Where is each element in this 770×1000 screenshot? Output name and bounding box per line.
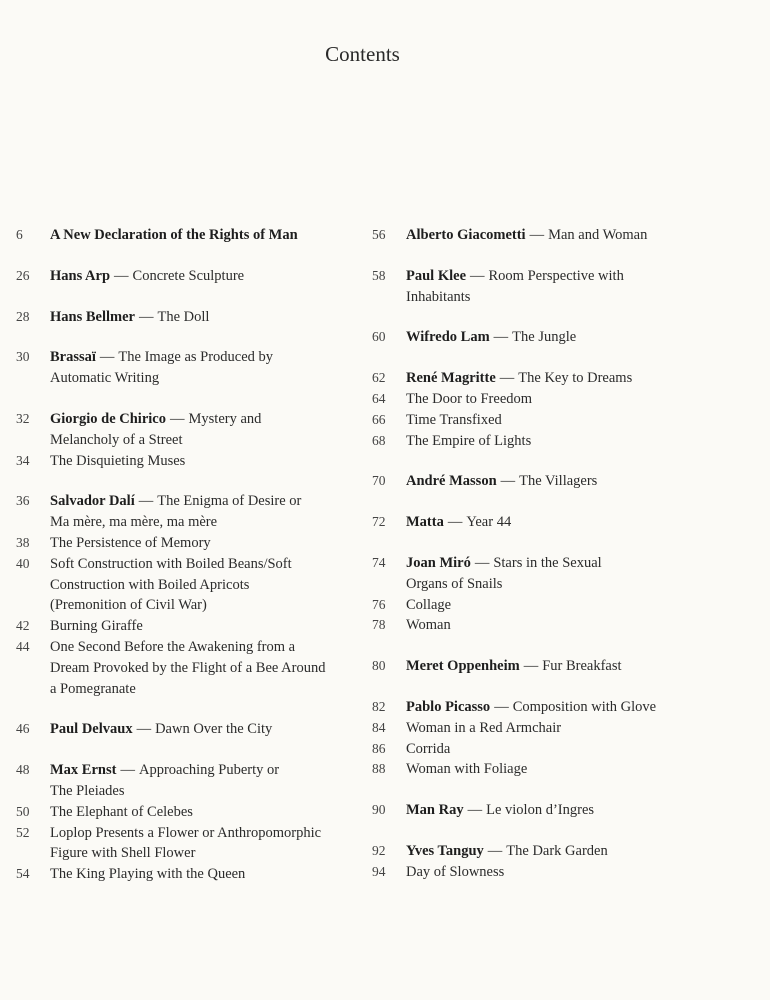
contents-column-right: [372, 225, 762, 903]
toc-entry: [372, 368, 762, 451]
toc-line: [16, 307, 361, 328]
work-title: Construction with Boiled Apricots: [50, 576, 250, 593]
toc-entry: [372, 841, 762, 883]
toc-text: [50, 864, 361, 885]
work-title: The Villagers: [519, 473, 598, 490]
toc-line: [372, 697, 762, 718]
artist-name: Pablo Picasso: [406, 698, 491, 715]
toc-line: [16, 512, 361, 533]
toc-entry: [372, 697, 762, 780]
toc-text: [50, 802, 361, 823]
work-title: One Second Before the Awakening from a: [50, 638, 296, 655]
toc-line: [16, 409, 361, 430]
contents-column-left: [16, 225, 361, 905]
work-title: Stars in the Sexual: [493, 554, 602, 571]
toc-line: [16, 347, 361, 368]
artist-name: Brassaï: [50, 349, 96, 366]
separator-dash: —: [470, 267, 485, 284]
work-title: Ma mère, ma mère, ma mère: [50, 514, 218, 531]
artist-name: Hans Bellmer: [50, 308, 135, 325]
separator-dash: —: [500, 473, 516, 490]
toc-line: [372, 656, 762, 677]
toc-text: [406, 225, 762, 246]
work-title: The Jungle: [512, 329, 577, 346]
work-title: Figure with Shell Flower: [50, 845, 196, 862]
artist-name: André Masson: [406, 473, 497, 490]
toc-entry: [372, 553, 762, 636]
page-number: 84: [372, 719, 386, 735]
separator-dash: —: [136, 721, 152, 738]
toc-line: [372, 739, 762, 760]
work-title: Automatic Writing: [50, 370, 160, 387]
page-number: 44: [16, 638, 30, 654]
toc-entry: [16, 409, 361, 471]
toc-text: [406, 266, 762, 287]
toc-text: [50, 843, 361, 864]
toc-line: [372, 368, 762, 389]
separator-dash: —: [99, 349, 115, 366]
work-title: Collage: [406, 596, 452, 613]
page-number: 94: [372, 863, 386, 879]
page-number: 28: [16, 308, 30, 324]
separator-dash: —: [493, 329, 509, 346]
work-title: The Elephant of Celebes: [50, 803, 193, 820]
toc-text: [406, 595, 762, 616]
work-title: The Pleiades: [50, 782, 125, 799]
artist-name: Meret Oppenheim: [406, 658, 520, 675]
toc-line: [372, 800, 762, 821]
work-title: Year 44: [466, 514, 512, 531]
toc-text: [50, 760, 361, 781]
toc-text: [406, 327, 762, 348]
toc-line: [16, 864, 361, 885]
page-number: 86: [372, 740, 386, 756]
toc-line: [16, 491, 361, 512]
toc-text: [406, 739, 762, 760]
toc-entry: [372, 512, 762, 533]
page-number: 80: [372, 658, 386, 674]
toc-text: [406, 615, 762, 636]
toc-line: [16, 575, 361, 596]
work-title: The Door to Freedom: [406, 390, 533, 407]
toc-line: [372, 615, 762, 636]
toc-text: [406, 471, 762, 492]
work-title: The King Playing with the Queen: [50, 866, 246, 883]
work-title: The Enigma of Desire or: [157, 493, 302, 510]
work-title: The Image as Produced by: [118, 349, 274, 366]
toc-text: [406, 574, 762, 595]
toc-entry: [372, 800, 762, 821]
artist-name: Salvador Dalí: [50, 493, 135, 510]
toc-text: [50, 575, 361, 596]
page-number: 58: [372, 267, 386, 283]
separator-dash: —: [494, 698, 509, 715]
toc-text: [50, 637, 361, 658]
separator-dash: —: [138, 493, 154, 510]
toc-line: [16, 595, 361, 616]
toc-line: [372, 553, 762, 574]
toc-line: [372, 574, 762, 595]
artist-name: Yves Tanguy: [406, 842, 484, 859]
separator-dash: —: [474, 554, 490, 571]
toc-line: [372, 718, 762, 739]
toc-entry: [16, 760, 361, 885]
toc-line: [372, 287, 762, 308]
page-number: 54: [16, 866, 30, 882]
toc-text: [406, 431, 762, 452]
page-number: 72: [372, 514, 386, 530]
page-number: 36: [16, 493, 30, 509]
toc-text: [50, 266, 361, 287]
page-number: 46: [16, 721, 30, 737]
toc-text: [406, 410, 762, 431]
work-title: Fur Breakfast: [542, 658, 622, 675]
page-title: Contents: [325, 42, 400, 66]
page-number: 32: [16, 410, 30, 426]
work-title: Room Perspective with: [488, 267, 624, 284]
separator-dash: —: [114, 267, 129, 284]
artist-name: Man Ray: [406, 802, 464, 819]
toc-text: [50, 595, 361, 616]
toc-line: [372, 471, 762, 492]
artist-name: Wifredo Lam: [406, 329, 490, 346]
toc-text: [50, 554, 361, 575]
work-title: The Persistence of Memory: [50, 534, 211, 551]
toc-line: [16, 266, 361, 287]
toc-entry: [16, 347, 361, 389]
toc-text: [50, 409, 361, 430]
work-title: The Doll: [157, 308, 210, 325]
work-title: Time Transfixed: [406, 411, 502, 428]
toc-entry: [16, 307, 361, 328]
artist-name: A New Declaration of the Rights of Man: [50, 227, 298, 243]
toc-entry: [372, 656, 762, 677]
toc-line: [372, 759, 762, 780]
toc-line: [372, 431, 762, 452]
work-title: Dream Provoked by the Flight of a Bee Around: [50, 659, 326, 676]
toc-text: [50, 781, 361, 802]
toc-line: [372, 862, 762, 883]
toc-line: [372, 389, 762, 410]
toc-line: [372, 410, 762, 431]
artist-name: Paul Klee: [406, 267, 467, 284]
page-number: 92: [372, 842, 386, 858]
toc-text: [50, 679, 361, 700]
toc-text: [406, 718, 762, 739]
toc-entry: [372, 327, 762, 348]
toc-line: [16, 637, 361, 658]
toc-line: [16, 719, 361, 740]
page-number: 68: [372, 432, 386, 448]
work-title: Melancholy of a Street: [50, 431, 183, 448]
separator-dash: —: [467, 802, 483, 819]
work-title: Approaching Puberty or: [138, 762, 280, 779]
separator-dash: —: [523, 658, 539, 675]
toc-line: [16, 781, 361, 802]
toc-line: [16, 679, 361, 700]
work-title: a Pomegranate: [50, 680, 136, 697]
artist-name: Paul Delvaux: [50, 721, 133, 738]
separator-dash: —: [120, 762, 135, 779]
toc-line: [16, 368, 361, 389]
toc-text: [50, 451, 361, 472]
page-number: 52: [16, 824, 30, 840]
toc-text: [406, 656, 762, 677]
artist-name: René Magritte: [406, 370, 496, 387]
toc-entry: [372, 471, 762, 492]
page-number: 6: [16, 227, 23, 242]
work-title: The Key to Dreams: [518, 370, 633, 387]
toc-entry: [16, 225, 361, 246]
toc-text: [406, 389, 762, 410]
page-number: 66: [372, 411, 386, 427]
page-number: 64: [372, 390, 386, 406]
artist-name: Giorgio de Chirico: [50, 410, 166, 427]
toc-line: [16, 533, 361, 554]
page-number: 30: [16, 349, 30, 365]
page-number: 38: [16, 534, 30, 550]
artist-name: Matta: [406, 514, 444, 531]
page-number: 56: [372, 227, 386, 242]
page-number: 74: [372, 554, 386, 570]
page-number: 40: [16, 555, 30, 571]
toc-line: [16, 225, 361, 246]
separator-dash: —: [447, 514, 463, 531]
work-title: Woman: [406, 617, 451, 634]
work-title: Man and Woman: [548, 227, 648, 243]
toc-text: [406, 553, 762, 574]
artist-name: Joan Miró: [406, 554, 471, 571]
toc-line: [16, 823, 361, 844]
toc-line: [372, 225, 762, 246]
toc-text: [50, 225, 361, 246]
separator-dash: —: [487, 842, 503, 859]
toc-entry: [16, 266, 361, 287]
page-number: 78: [372, 617, 386, 633]
work-title: Organs of Snails: [406, 575, 503, 592]
work-title: Dawn Over the City: [155, 721, 273, 738]
work-title: Composition with Glove: [512, 698, 657, 715]
work-title: Soft Construction with Boiled Beans/Soft: [50, 555, 292, 572]
separator-dash: —: [138, 308, 154, 325]
toc-text: [50, 533, 361, 554]
work-title: Day of Slowness: [406, 863, 505, 880]
page-number: 90: [372, 802, 386, 818]
separator-dash: —: [529, 227, 545, 243]
artist-name: Hans Arp: [50, 267, 111, 284]
toc-entry: [16, 491, 361, 699]
toc-text: [50, 658, 361, 679]
toc-text: [50, 616, 361, 637]
work-title: The Dark Garden: [506, 842, 608, 859]
page-number: 42: [16, 618, 30, 634]
toc-text: [406, 697, 762, 718]
toc-text: [406, 841, 762, 862]
toc-text: [50, 512, 361, 533]
toc-line: [16, 760, 361, 781]
toc-text: [50, 491, 361, 512]
toc-text: [406, 287, 762, 308]
toc-text: [50, 307, 361, 328]
toc-line: [16, 658, 361, 679]
page-number: 88: [372, 761, 386, 777]
page-number: 76: [372, 596, 386, 612]
toc-entry: [372, 266, 762, 308]
work-title: Burning Giraffe: [50, 618, 143, 635]
toc-text: [406, 759, 762, 780]
work-title: Inhabitants: [406, 288, 471, 305]
toc-line: [372, 841, 762, 862]
work-title: Le violon d’Ingres: [486, 802, 595, 819]
work-title: The Empire of Lights: [406, 432, 532, 449]
toc-entry: [16, 719, 361, 740]
toc-text: [406, 862, 762, 883]
toc-line: [16, 554, 361, 575]
page-number: 70: [372, 473, 386, 489]
page-number: 48: [16, 762, 30, 778]
toc-line: [372, 266, 762, 287]
toc-text: [406, 800, 762, 821]
work-title: Loplop Presents a Flower or Anthropomorphic: [50, 824, 322, 841]
toc-text: [50, 430, 361, 451]
separator-dash: —: [499, 370, 515, 387]
separator-dash: —: [170, 410, 185, 427]
toc-line: [16, 451, 361, 472]
toc-line: [16, 430, 361, 451]
page-number: 60: [372, 329, 386, 345]
toc-line: [16, 802, 361, 823]
work-title: Mystery and: [188, 410, 262, 427]
page-number: 82: [372, 698, 386, 714]
work-title: Concrete Sculpture: [132, 267, 245, 284]
work-title: (Premonition of Civil War): [50, 597, 207, 614]
toc-line: [16, 616, 361, 637]
toc-text: [50, 347, 361, 368]
toc-text: [50, 368, 361, 389]
toc-line: [16, 843, 361, 864]
work-title: The Disquieting Muses: [50, 452, 186, 469]
artist-name: Alberto Giacometti: [406, 227, 526, 243]
page-number: 26: [16, 267, 30, 283]
page-number: 34: [16, 452, 30, 468]
toc-line: [372, 595, 762, 616]
toc-entry: [372, 225, 762, 246]
artist-name: Max Ernst: [50, 762, 117, 779]
work-title: Woman with Foliage: [406, 761, 528, 778]
page-number: 50: [16, 803, 30, 819]
page-number: 62: [372, 370, 386, 386]
toc-text: [50, 719, 361, 740]
toc-text: [406, 368, 762, 389]
toc-line: [372, 512, 762, 533]
toc-text: [50, 823, 361, 844]
toc-text: [406, 512, 762, 533]
work-title: Woman in a Red Armchair: [406, 719, 562, 736]
toc-line: [372, 327, 762, 348]
work-title: Corrida: [406, 740, 451, 757]
